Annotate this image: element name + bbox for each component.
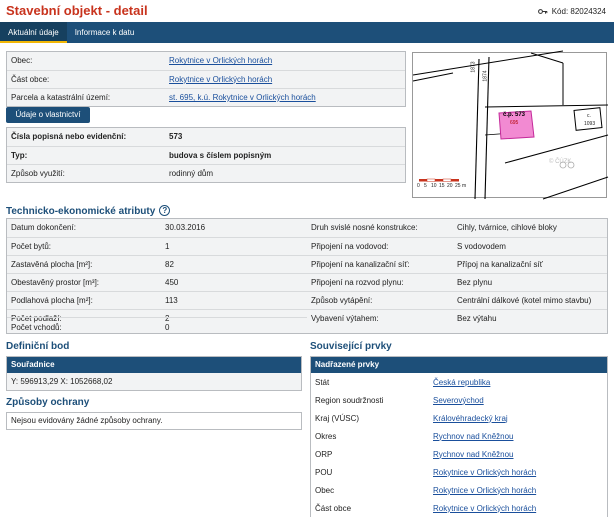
tab-bar bbox=[0, 22, 614, 43]
cadastral-map[interactable] bbox=[412, 52, 607, 198]
ochrana-title: Způsoby ochrany bbox=[6, 397, 90, 408]
map-road-number: 1874 bbox=[482, 70, 489, 82]
row-value: Cihly, tvárnice, cihlové bloky bbox=[457, 223, 557, 233]
row-label: Obestavěný prostor [m³]: bbox=[7, 273, 161, 291]
map-parcel-label: č.p. 573 bbox=[503, 112, 526, 118]
related-items-box bbox=[310, 356, 608, 517]
tech-attributes-table bbox=[6, 218, 608, 334]
table-row bbox=[7, 273, 307, 291]
row-value: Bez plynu bbox=[453, 273, 607, 291]
table-row bbox=[7, 318, 307, 336]
key-icon bbox=[538, 7, 548, 16]
page-title: Stavební objekt - detail bbox=[6, 3, 148, 18]
map-other-label: c. bbox=[587, 113, 591, 119]
row-label: Počet vchodů: bbox=[11, 322, 62, 332]
map-scale-label: 10 bbox=[431, 183, 437, 189]
related-link-orp[interactable]: Rychnov nad Kněžnou bbox=[433, 449, 514, 459]
row-value: rodinný dům bbox=[165, 164, 405, 182]
table-row bbox=[311, 427, 607, 445]
tab-informace-k-datu[interactable]: Informace k datu bbox=[74, 28, 135, 37]
table-row bbox=[7, 164, 405, 182]
row-label: Část obce: bbox=[7, 70, 165, 88]
row-label: Stát bbox=[315, 377, 330, 387]
row-value: 30.03.2016 bbox=[165, 223, 206, 233]
table-row bbox=[7, 70, 405, 88]
row-label: Podlahová plocha [m²]: bbox=[7, 291, 161, 309]
coordinates-value: Y: 596913,29 X: 1052668,02 bbox=[7, 373, 301, 390]
coordinates-box bbox=[6, 356, 302, 391]
row-label: Čísla popisná nebo evidenční: bbox=[11, 132, 127, 142]
map-other-number: 1093 bbox=[584, 121, 596, 127]
table-row bbox=[307, 291, 607, 309]
tech-right-column bbox=[307, 219, 607, 327]
map-watermark: © ČÚZK bbox=[549, 159, 572, 165]
souvisejici-title: Související prvky bbox=[310, 341, 392, 352]
table-row bbox=[7, 128, 405, 146]
row-value: Přípoj na kanalizační síť bbox=[453, 255, 607, 273]
row-label: Počet bytů: bbox=[7, 237, 161, 255]
tech-title-text: Technicko-ekonomické atributy bbox=[6, 206, 156, 217]
location-table bbox=[6, 51, 406, 107]
table-row bbox=[311, 391, 607, 409]
row-value: budova s číslem popisným bbox=[165, 146, 405, 164]
row-value: 450 bbox=[161, 273, 307, 291]
object-code bbox=[538, 7, 606, 16]
cast-obce-link[interactable]: Rokytnice v Orlických horách bbox=[169, 74, 273, 84]
tab-aktualni-udaje[interactable]: Aktuální údaje bbox=[0, 22, 67, 43]
row-value: 82 bbox=[161, 255, 307, 273]
row-label: Část obce bbox=[315, 503, 352, 513]
ochrana-value: Nejsou evidovány žádné způsoby ochrany. bbox=[6, 412, 302, 430]
row-label: Parcela a katastrální území: bbox=[7, 88, 165, 106]
coordinates-header: Souřadnice bbox=[7, 357, 301, 373]
map-road-number: 1873 bbox=[470, 61, 477, 73]
row-value: 113 bbox=[161, 291, 307, 309]
row-label: Připojení na vodovod: bbox=[307, 237, 453, 255]
building-table bbox=[6, 127, 406, 183]
row-label: Obec bbox=[315, 485, 335, 495]
row-label: Obec: bbox=[11, 56, 33, 66]
table-row bbox=[7, 237, 307, 255]
table-row bbox=[311, 481, 607, 499]
table-row bbox=[7, 146, 405, 164]
help-icon[interactable]: ? bbox=[159, 205, 170, 216]
ownership-button[interactable]: Údaje o vlastnictví bbox=[6, 107, 90, 123]
row-value: 0 bbox=[165, 322, 170, 332]
table-row bbox=[7, 219, 307, 237]
table-row bbox=[307, 237, 607, 255]
map-scale-label: 20 bbox=[447, 183, 453, 189]
map-canvas bbox=[413, 53, 608, 199]
row-value: 2 bbox=[161, 309, 307, 327]
related-link-kraj[interactable]: Královéhradecký kraj bbox=[433, 413, 508, 423]
row-label: Vybavení výtahem: bbox=[307, 309, 453, 327]
parcela-link[interactable]: st. 695, k.ú. Rokytnice v Orlických horách bbox=[169, 92, 316, 102]
tech-last-row bbox=[7, 317, 307, 336]
related-link-stat[interactable]: Česká republika bbox=[433, 377, 491, 387]
obec-link[interactable]: Rokytnice v Orlických horách bbox=[169, 56, 273, 66]
table-row bbox=[307, 219, 607, 237]
tech-section-title bbox=[6, 205, 170, 217]
row-value: 1 bbox=[161, 237, 307, 255]
related-link-cast-obce[interactable]: Rokytnice v Orlických horách bbox=[433, 503, 537, 513]
table-row bbox=[7, 52, 405, 70]
row-label: Region soudržnosti bbox=[315, 395, 384, 405]
row-label: Počet podlaží: bbox=[7, 309, 161, 327]
table-row bbox=[7, 291, 307, 309]
table-row bbox=[311, 373, 607, 391]
row-label: Připojení na rozvod plynu: bbox=[307, 273, 453, 291]
table-row bbox=[311, 409, 607, 427]
row-label: ORP bbox=[315, 449, 333, 459]
table-row bbox=[311, 499, 607, 517]
row-label: POU bbox=[315, 467, 333, 477]
row-label: Zastavěná plocha [m²]: bbox=[7, 255, 161, 273]
object-code-label: Kód: 82024324 bbox=[551, 7, 606, 16]
row-label: Způsob vytápění: bbox=[307, 291, 453, 309]
table-row bbox=[307, 273, 607, 291]
row-value: S vodovodem bbox=[453, 237, 607, 255]
row-label: Druh svislé nosné konstrukce: bbox=[311, 223, 418, 233]
map-scale-label: 0 bbox=[417, 183, 420, 189]
row-label: Okres bbox=[315, 431, 337, 441]
row-label: Typ: bbox=[7, 146, 165, 164]
related-header: Nadřazené prvky bbox=[311, 357, 607, 373]
row-label: Datum dokončení: bbox=[11, 223, 76, 233]
table-row bbox=[307, 309, 607, 327]
related-link-region[interactable]: Severovýchod bbox=[433, 395, 484, 405]
table-row bbox=[311, 463, 607, 481]
table-row bbox=[307, 255, 607, 273]
table-row bbox=[311, 445, 607, 463]
row-label: Způsob využití: bbox=[7, 164, 165, 182]
map-parcel-number: 695 bbox=[510, 120, 519, 126]
related-link-obec[interactable]: Rokytnice v Orlických horách bbox=[433, 485, 537, 495]
table-row bbox=[7, 255, 307, 273]
map-scale-label: 5 bbox=[424, 183, 427, 189]
row-value: Centrální dálkové (kotel mimo stavbu) bbox=[453, 291, 607, 309]
table-row bbox=[7, 88, 405, 106]
row-value: Bez výtahu bbox=[453, 309, 607, 327]
related-link-okres[interactable]: Rychnov nad Kněžnou bbox=[433, 431, 514, 441]
row-label: Kraj (VÚSC) bbox=[315, 413, 360, 423]
map-scale-label: 25 m bbox=[455, 183, 467, 189]
map-scale-label: 15 bbox=[439, 183, 445, 189]
row-label: Připojení na kanalizační síť: bbox=[307, 255, 453, 273]
definicni-title: Definiční bod bbox=[6, 341, 70, 352]
tech-left-column bbox=[7, 219, 307, 327]
related-link-pou[interactable]: Rokytnice v Orlických horách bbox=[433, 467, 537, 477]
row-value: 573 bbox=[169, 132, 183, 142]
